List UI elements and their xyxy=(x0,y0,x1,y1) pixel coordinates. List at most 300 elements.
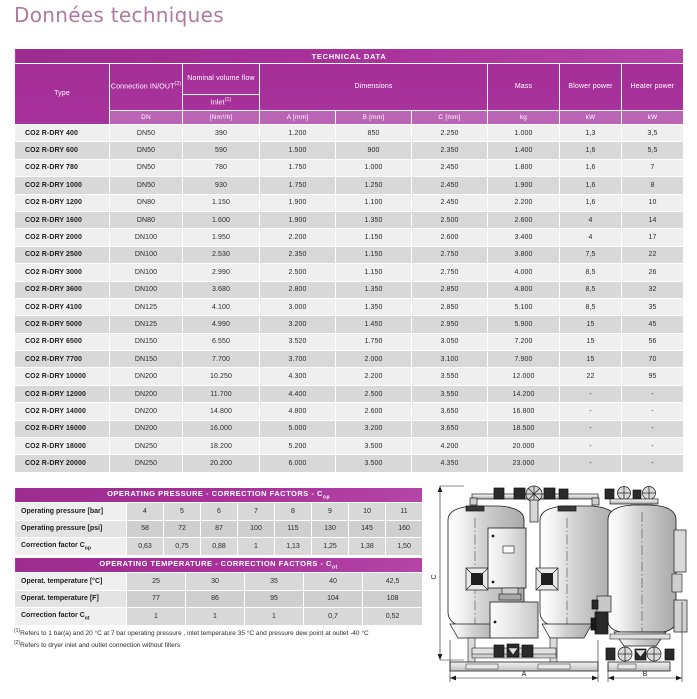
correction-row-label-text: Operating pressure [psi] xyxy=(21,525,103,533)
cell-heater: 17 xyxy=(622,229,684,246)
cell-flow: 11.700 xyxy=(183,385,260,402)
cell-dn: DN80 xyxy=(110,194,183,211)
cell-heater: 10 xyxy=(622,194,684,211)
cell-a: 1.900 xyxy=(260,211,336,228)
temperature-band-subscript: ot xyxy=(331,564,338,571)
correction-value-cell: 1 xyxy=(245,608,304,626)
cell-dn: DN125 xyxy=(110,316,183,333)
table-band-title-row xyxy=(15,49,684,64)
cell-c: 2.850 xyxy=(412,281,488,298)
cell-blower: - xyxy=(560,438,622,455)
cell-flow: 20.200 xyxy=(183,455,260,472)
correction-value-cell: 0,88 xyxy=(201,538,238,556)
correction-row xyxy=(15,608,423,626)
correction-value-cell: 86 xyxy=(186,590,245,608)
unit-blower-power: kW xyxy=(560,111,622,125)
cell-dn: DN50 xyxy=(110,142,183,159)
unit-dimension-c: C [mm] xyxy=(412,111,488,125)
cell-c: 2.750 xyxy=(412,264,488,281)
cell-type: CO2 R-DRY 1000 xyxy=(15,177,110,194)
correction-value-cell: 4 xyxy=(127,503,164,521)
control-display xyxy=(503,546,514,553)
cell-blower: 7,5 xyxy=(560,246,622,263)
cell-a: 1.900 xyxy=(260,194,336,211)
cell-blower: - xyxy=(560,455,622,472)
operating-pressure-correction-table xyxy=(14,487,423,556)
cell-flow: 10.250 xyxy=(183,368,260,385)
table-row xyxy=(15,385,684,402)
cell-heater: - xyxy=(622,420,684,437)
temperature-table-body xyxy=(15,573,423,626)
cell-c: 2.950 xyxy=(412,316,488,333)
cell-blower: - xyxy=(560,403,622,420)
cell-heater: 5,5 xyxy=(622,142,684,159)
correction-value-cell: 35 xyxy=(245,573,304,591)
cell-a: 3.700 xyxy=(260,351,336,368)
cabinet-indicator-top xyxy=(492,535,495,538)
top-elbow-right xyxy=(592,498,599,505)
operating-pressure-correction-table-wrapper xyxy=(14,487,422,556)
table-row xyxy=(15,403,684,420)
cell-dn: DN200 xyxy=(110,385,183,402)
cell-flow: 590 xyxy=(183,142,260,159)
correction-value-cell: 104 xyxy=(304,590,363,608)
correction-row xyxy=(15,520,423,538)
cell-a: 4.400 xyxy=(260,385,336,402)
correction-value-cell: 5 xyxy=(164,503,201,521)
cell-mass: 4.800 xyxy=(488,281,560,298)
cell-type: CO2 R-DRY 400 xyxy=(15,125,110,142)
correction-row-label xyxy=(15,608,127,626)
correction-value-cell: 1,50 xyxy=(386,538,423,556)
technical-data-band-title: TECHNICAL DATA xyxy=(15,49,684,64)
correction-row-label xyxy=(15,538,127,556)
correction-value-cell: 1,38 xyxy=(349,538,386,556)
cell-flow: 2.990 xyxy=(183,264,260,281)
cell-mass: 1.400 xyxy=(488,142,560,159)
cell-dn: DN125 xyxy=(110,298,183,315)
unit-dn: DN xyxy=(110,111,183,125)
cell-type: CO2 R-DRY 600 xyxy=(15,142,110,159)
cell-dn: DN100 xyxy=(110,264,183,281)
cell-b: 900 xyxy=(336,142,412,159)
cell-mass: 14.200 xyxy=(488,385,560,402)
correction-value-cell: 108 xyxy=(363,590,423,608)
correction-value-cell: 7 xyxy=(238,503,275,521)
cell-heater: 22 xyxy=(622,246,684,263)
cell-mass: 4.000 xyxy=(488,264,560,281)
correction-value-cell: 115 xyxy=(275,520,312,538)
unit-mass: kg xyxy=(488,111,560,125)
tank-right-manhole xyxy=(536,568,558,590)
header-blower-power: Blower power xyxy=(560,64,622,111)
cell-heater: - xyxy=(622,438,684,455)
cell-heater: - xyxy=(622,403,684,420)
correction-value-cell: 0,75 xyxy=(164,538,201,556)
cell-dn: DN150 xyxy=(110,351,183,368)
cell-heater: 95 xyxy=(622,368,684,385)
header-mass: Mass xyxy=(488,64,560,111)
correction-row xyxy=(15,538,423,556)
cell-a: 2.500 xyxy=(260,264,336,281)
cell-heater: 14 xyxy=(622,211,684,228)
cell-b: 1.150 xyxy=(336,246,412,263)
center-riser-top xyxy=(530,500,538,522)
cell-a: 1.750 xyxy=(260,177,336,194)
cell-c: 2.450 xyxy=(412,177,488,194)
table-row xyxy=(15,316,684,333)
cell-dn: DN200 xyxy=(110,420,183,437)
unit-flow: [Nm³/h] xyxy=(183,111,260,125)
cell-type: CO2 R-DRY 3600 xyxy=(15,281,110,298)
correction-value-cell: 11 xyxy=(386,503,423,521)
cell-a: 2.350 xyxy=(260,246,336,263)
correction-value-cell: 8 xyxy=(275,503,312,521)
cell-flow: 16.000 xyxy=(183,420,260,437)
cell-flow: 18.200 xyxy=(183,438,260,455)
cell-flow: 14.800 xyxy=(183,403,260,420)
correction-row-label-subscript: op xyxy=(84,544,91,551)
cell-a: 1.750 xyxy=(260,159,336,176)
correction-row-label-text: Operat. temperature [°C] xyxy=(21,577,103,585)
cell-heater: - xyxy=(622,455,684,472)
footnote-one-text: Refers to 1 bar(a) and 20 °C at 7 bar operating pressure , inlet temperature 35 °C and pressure dew point at outlet -40 °C xyxy=(20,630,369,638)
cell-mass: 20.000 xyxy=(488,438,560,455)
cell-heater: 56 xyxy=(622,333,684,350)
cell-mass: 5.100 xyxy=(488,298,560,315)
header-connection-footnote: (2) xyxy=(174,81,182,88)
temperature-band-row xyxy=(15,558,423,573)
cell-b: 1.350 xyxy=(336,298,412,315)
cell-blower: 1,6 xyxy=(560,194,622,211)
header-dimensions: Dimensions xyxy=(260,64,488,111)
correction-value-cell: 95 xyxy=(245,590,304,608)
cell-dn: DN50 xyxy=(110,177,183,194)
cell-mass: 16.800 xyxy=(488,403,560,420)
cell-dn: DN100 xyxy=(110,281,183,298)
correction-value-cell: 42,5 xyxy=(363,573,423,591)
cell-blower: 15 xyxy=(560,316,622,333)
correction-row-label xyxy=(15,503,127,521)
cell-type: CO2 R-DRY 5000 xyxy=(15,316,110,333)
correction-value-cell: 1,13 xyxy=(275,538,312,556)
dimension-b-label: B xyxy=(642,671,648,678)
cell-type: CO2 R-DRY 12000 xyxy=(15,385,110,402)
cell-c: 2.500 xyxy=(412,211,488,228)
cell-flow: 1.600 xyxy=(183,211,260,228)
cell-blower: 15 xyxy=(560,333,622,350)
pressure-band-subscript: op xyxy=(322,494,330,501)
temperature-table-head xyxy=(15,558,423,573)
tank-left-top-flange xyxy=(466,506,484,511)
footnote-two-marker: (2) xyxy=(14,640,21,647)
cell-dn: DN250 xyxy=(110,455,183,472)
cell-c: 3.050 xyxy=(412,333,488,350)
correction-row xyxy=(15,573,423,591)
cell-mass: 18.500 xyxy=(488,420,560,437)
cell-mass: 12.000 xyxy=(488,368,560,385)
cell-c: 4.200 xyxy=(412,438,488,455)
header-type: Type xyxy=(15,64,110,125)
cell-type: CO2 R-DRY 14000 xyxy=(15,403,110,420)
cell-flow: 3.680 xyxy=(183,281,260,298)
correction-value-cell: 40 xyxy=(304,573,363,591)
cell-type: CO2 R-DRY 6500 xyxy=(15,333,110,350)
table-row xyxy=(15,368,684,385)
cell-c: 2.450 xyxy=(412,194,488,211)
correction-value-cell: 130 xyxy=(312,520,349,538)
cell-flow: 6.550 xyxy=(183,333,260,350)
cell-dn: DN200 xyxy=(110,403,183,420)
cell-heater: - xyxy=(622,385,684,402)
cell-type: CO2 R-DRY 2000 xyxy=(15,229,110,246)
cell-a: 4.300 xyxy=(260,368,336,385)
technical-data-body xyxy=(15,125,684,473)
cell-a: 2.200 xyxy=(260,229,336,246)
cell-c: 2.450 xyxy=(412,159,488,176)
table-row xyxy=(15,351,684,368)
cell-a: 1.200 xyxy=(260,125,336,142)
table-row xyxy=(15,177,684,194)
dimension-a-label: A xyxy=(521,671,527,678)
cell-c: 3.100 xyxy=(412,351,488,368)
footnote-two-text: Refers to dryer inlet and outlet connection without filters xyxy=(20,642,181,650)
footnotes-block xyxy=(14,627,434,651)
correction-row-label xyxy=(15,520,127,538)
correction-row-label xyxy=(15,590,127,608)
header-row-group xyxy=(15,64,684,95)
cell-type: CO2 R-DRY 780 xyxy=(15,159,110,176)
cell-mass: 7.200 xyxy=(488,333,560,350)
correction-value-cell: 6 xyxy=(201,503,238,521)
cell-heater: 26 xyxy=(622,264,684,281)
cell-b: 1.150 xyxy=(336,264,412,281)
page-title: Données techniques xyxy=(14,3,224,27)
correction-row xyxy=(15,503,423,521)
correction-value-cell: 30 xyxy=(186,573,245,591)
cell-b: 3.200 xyxy=(336,420,412,437)
front-view-group xyxy=(431,486,616,682)
table-row xyxy=(15,194,684,211)
side-panel-upper xyxy=(674,530,686,572)
cell-a: 3.000 xyxy=(260,298,336,315)
cell-a: 3.200 xyxy=(260,316,336,333)
cell-flow: 2.530 xyxy=(183,246,260,263)
side-top-pipe xyxy=(610,499,658,504)
unit-dimension-b: B [mm] xyxy=(336,111,412,125)
pressure-table-head xyxy=(15,488,423,503)
cell-heater: 70 xyxy=(622,351,684,368)
cell-c: 2.600 xyxy=(412,229,488,246)
table-row xyxy=(15,125,684,142)
table-row xyxy=(15,420,684,437)
table-row xyxy=(15,211,684,228)
correction-value-cell: 1 xyxy=(238,538,275,556)
cell-type: CO2 R-DRY 18000 xyxy=(15,438,110,455)
cell-b: 2.200 xyxy=(336,368,412,385)
cell-b: 1.100 xyxy=(336,194,412,211)
unit-heater-power: kW xyxy=(622,111,684,125)
pressure-band-row xyxy=(15,488,423,503)
cell-blower: 22 xyxy=(560,368,622,385)
cell-blower: 15 xyxy=(560,351,622,368)
table-row xyxy=(15,333,684,350)
cell-heater: 3,5 xyxy=(622,125,684,142)
correction-row-label-subscript: ot xyxy=(84,614,90,621)
technical-data-table xyxy=(14,48,684,473)
cell-type: CO2 R-DRY 4100 xyxy=(15,298,110,315)
cell-type: CO2 R-DRY 1200 xyxy=(15,194,110,211)
cell-flow: 390 xyxy=(183,125,260,142)
cell-blower: 4 xyxy=(560,211,622,228)
pressure-table-body xyxy=(15,503,423,556)
correction-value-cell: 0,7 xyxy=(304,608,363,626)
side-bottom-valve-assembly xyxy=(606,647,674,661)
cell-type: CO2 R-DRY 20000 xyxy=(15,455,110,472)
correction-value-cell: 77 xyxy=(127,590,186,608)
cabinet-indicator-bottom xyxy=(492,581,495,584)
table-row xyxy=(15,142,684,159)
correction-value-cell: 145 xyxy=(349,520,386,538)
cell-mass: 1.000 xyxy=(488,125,560,142)
cell-c: 4.350 xyxy=(412,455,488,472)
cell-mass: 1.900 xyxy=(488,177,560,194)
bottom-valve-assembly xyxy=(494,644,533,657)
cell-blower: - xyxy=(560,420,622,437)
cell-b: 3.500 xyxy=(336,438,412,455)
cell-c: 3.550 xyxy=(412,385,488,402)
header-units-row xyxy=(15,111,684,125)
cell-type: CO2 R-DRY 1600 xyxy=(15,211,110,228)
cell-mass: 1.800 xyxy=(488,159,560,176)
header-connection xyxy=(110,64,183,111)
cell-mass: 5.900 xyxy=(488,316,560,333)
cell-b: 1.350 xyxy=(336,211,412,228)
correction-value-cell: 25 xyxy=(127,573,186,591)
technical-data-header xyxy=(15,49,684,125)
cell-b: 1.250 xyxy=(336,177,412,194)
table-row xyxy=(15,281,684,298)
cell-flow: 1.950 xyxy=(183,229,260,246)
cell-mass: 3.800 xyxy=(488,246,560,263)
cell-c: 3.650 xyxy=(412,420,488,437)
operating-temperature-correction-table xyxy=(14,557,423,626)
cell-b: 1.150 xyxy=(336,229,412,246)
temperature-band-title-text: OPERATING TEMPERATURE - CORRECTION FACTORS - C xyxy=(99,559,332,569)
correction-value-cell: 10 xyxy=(349,503,386,521)
correction-value-cell: 1 xyxy=(127,608,186,626)
cell-mass: 2.200 xyxy=(488,194,560,211)
tank-right-top-flange xyxy=(558,506,576,511)
cell-heater: 45 xyxy=(622,316,684,333)
table-row xyxy=(15,438,684,455)
cell-flow: 4.990 xyxy=(183,316,260,333)
header-inlet xyxy=(183,95,260,111)
correction-value-cell: 100 xyxy=(238,520,275,538)
cell-type: CO2 R-DRY 10000 xyxy=(15,368,110,385)
table-row xyxy=(15,264,684,281)
cell-b: 3.500 xyxy=(336,455,412,472)
table-row xyxy=(15,229,684,246)
cell-heater: 7 xyxy=(622,159,684,176)
cell-b: 1.450 xyxy=(336,316,412,333)
footnote-two xyxy=(14,639,434,651)
side-panel-lower xyxy=(674,600,687,632)
cell-c: 2.850 xyxy=(412,298,488,315)
cell-blower: 8,5 xyxy=(560,281,622,298)
correction-value-cell: 72 xyxy=(164,520,201,538)
cell-flow: 4.100 xyxy=(183,298,260,315)
cell-dn: DN250 xyxy=(110,438,183,455)
cell-blower: 1,3 xyxy=(560,125,622,142)
technical-data-table-wrapper xyxy=(14,48,683,473)
cell-c: 2.350 xyxy=(412,142,488,159)
correction-row-label-text: Correction factor C xyxy=(21,611,85,619)
correction-row-label-text: Operat. temperature [F] xyxy=(21,595,99,603)
footnote-one-marker: (1) xyxy=(14,628,21,634)
table-row xyxy=(15,246,684,263)
cell-b: 2.000 xyxy=(336,351,412,368)
cell-a: 5.000 xyxy=(260,420,336,437)
cell-flow: 7.700 xyxy=(183,351,260,368)
cell-b: 1.750 xyxy=(336,333,412,350)
cell-type: CO2 R-DRY 3000 xyxy=(15,264,110,281)
cell-a: 6.000 xyxy=(260,455,336,472)
cell-c: 2.250 xyxy=(412,125,488,142)
cell-blower: 1,6 xyxy=(560,142,622,159)
cell-b: 850 xyxy=(336,125,412,142)
cell-a: 5.200 xyxy=(260,438,336,455)
correction-value-cell: 87 xyxy=(201,520,238,538)
cell-a: 1.500 xyxy=(260,142,336,159)
cell-heater: 35 xyxy=(622,298,684,315)
cell-blower: 1,6 xyxy=(560,159,622,176)
cell-a: 3.520 xyxy=(260,333,336,350)
cell-blower: 1,6 xyxy=(560,177,622,194)
cell-flow: 780 xyxy=(183,159,260,176)
cell-dn: DN100 xyxy=(110,229,183,246)
cell-blower: - xyxy=(560,385,622,402)
cell-b: 2.500 xyxy=(336,385,412,402)
cell-heater: 8 xyxy=(622,177,684,194)
cell-c: 2.750 xyxy=(412,246,488,263)
cell-heater: 32 xyxy=(622,281,684,298)
header-connection-label: Connection IN/OUT xyxy=(110,83,175,91)
cell-mass: 23.000 xyxy=(488,455,560,472)
dryer-technical-drawing xyxy=(428,482,690,694)
correction-row-label-text: Correction factor C xyxy=(21,541,85,549)
footnote-one xyxy=(14,627,434,639)
correction-value-cell: 9 xyxy=(312,503,349,521)
cell-dn: DN80 xyxy=(110,211,183,228)
correction-value-cell: 1,25 xyxy=(312,538,349,556)
cell-dn: DN50 xyxy=(110,159,183,176)
cell-blower: 8,5 xyxy=(560,298,622,315)
correction-value-cell: 0,52 xyxy=(363,608,423,626)
top-elbow-left xyxy=(470,498,477,505)
cell-type: CO2 R-DRY 7700 xyxy=(15,351,110,368)
cell-mass: 2.600 xyxy=(488,211,560,228)
lower-enclosure xyxy=(490,602,538,638)
cell-b: 2.600 xyxy=(336,403,412,420)
dimension-c-label: C xyxy=(431,574,438,580)
unit-dimension-a: A [mm] xyxy=(260,111,336,125)
tank-left-manhole xyxy=(466,568,488,590)
correction-value-cell: 1 xyxy=(186,608,245,626)
correction-value-cell: 160 xyxy=(386,520,423,538)
header-inlet-label: Inlet xyxy=(210,99,225,107)
operating-temperature-correction-table-wrapper xyxy=(14,557,422,626)
